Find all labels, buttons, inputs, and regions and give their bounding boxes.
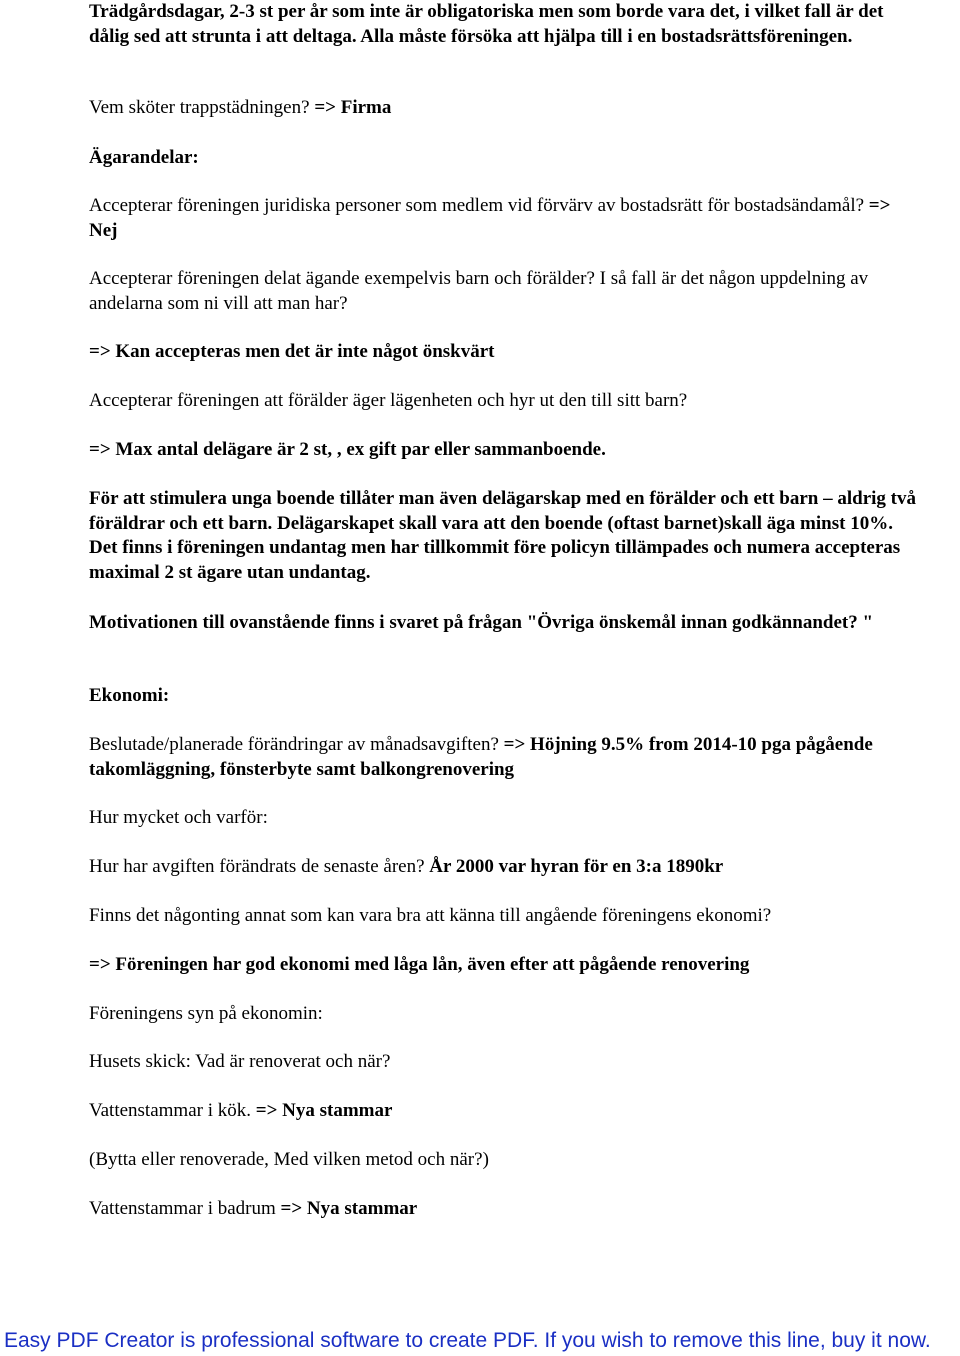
answer-text: => Nej: [89, 195, 891, 241]
paragraph-vattenstammar-badrum: [89, 1197, 919, 1222]
answer-max-antal-delagare: => Max antal delägare är 2 st, , ex gift par eller sammanboende.: [89, 439, 606, 460]
paragraph-delat-agande: Accepterar föreningen delat ägande exempelvis barn och förälder? I så fall är det någon uppdelning av andelarna som ni vill att man har?: [89, 268, 869, 314]
question-text: Accepterar föreningen juridiska personer som medlem vid förvärv av bostadsrätt för bostadsändamål?: [89, 195, 869, 216]
answer-delat-agande: => Kan accepteras men det är inte något önskvärt: [89, 341, 495, 362]
paragraph-nagonting-annat: Finns det någonting annat som kan vara bra att känna till angående föreningens ekonomi?: [89, 905, 772, 926]
question-text: Vattenstammar i kök.: [89, 1100, 256, 1121]
paragraph-syn-pa-ekonomin: Föreningens syn på ekonomin:: [89, 1003, 323, 1024]
answer-text: => Höjning 9.5% from 2014-10 pga pågående takomläggning, fönsterbyte samt balkongrenovering: [89, 734, 873, 780]
heading-agarandelar: Ägarandelar:: [89, 147, 199, 168]
question-text: Vattenstammar i badrum: [89, 1198, 281, 1219]
watermark-footer: Easy PDF Creator is professional software to create PDF. If you wish to remove this line, buy it now.: [4, 1329, 931, 1352]
answer-god-ekonomi: => Föreningen har god ekonomi med låga lån, även efter att pågående renovering: [89, 954, 750, 975]
question-text: Hur har avgiften förändrats de senaste åren?: [89, 856, 430, 877]
paragraph-juridiska-personer: [89, 194, 919, 243]
paragraph-husets-skick: Husets skick: Vad är renoverat och när?: [89, 1051, 391, 1072]
answer-text: => Firma: [314, 97, 392, 118]
paragraph-manadsavgift: [89, 733, 919, 782]
paragraph-hur-mycket: Hur mycket och varför:: [89, 807, 268, 828]
paragraph-stimulera-unga: För att stimulera unga boende tillåter man även delägarskap med en förälder och ett barn – aldrig två föräldrar och ett barn. Delägarskapet skall vara att den boende (oftast barnet)skall äga minst 10%. Det finns i föreningen undantag men har tillkommit före policyn tillämpades och numera accepteras maximal 2 st ägare utan undantag.: [89, 488, 916, 583]
paragraph-avgiften-forandrats: [89, 855, 919, 880]
answer-text: => Nya stammar: [255, 1100, 393, 1121]
question-text: Vem sköter trappstädningen?: [89, 97, 315, 118]
paragraph-bytta-eller-renoverade: (Bytta eller renoverade, Med vilken metod och när?): [89, 1149, 489, 1170]
paragraph-motivationen: Motivationen till ovanstående finns i svaret på frågan "Övriga önskemål innan godkännandet? ": [89, 612, 874, 633]
answer-text: => Nya stammar: [280, 1198, 418, 1219]
answer-text: År 2000 var hyran för en 3:a 1890kr: [429, 856, 724, 877]
paragraph-forälder-ager: Accepterar föreningen att förälder äger lägenheten och hyr ut den till sitt barn?: [89, 390, 688, 411]
paragraph-tradgardsdagar: Trädgårdsdagar, 2-3 st per år som inte är obligatoriska men som borde vara det, i vilket fall är det dålig sed att strunta i att deltaga. Alla måste försöka att hjälpa till i en bostadsrättsföreningen.: [89, 1, 884, 47]
question-text: Beslutade/planerade förändringar av månadsavgiften?: [89, 734, 504, 755]
paragraph-vattenstammar-kok: [89, 1099, 919, 1124]
paragraph-trappstadning: [89, 96, 919, 121]
heading-ekonomi: Ekonomi:: [89, 685, 170, 706]
